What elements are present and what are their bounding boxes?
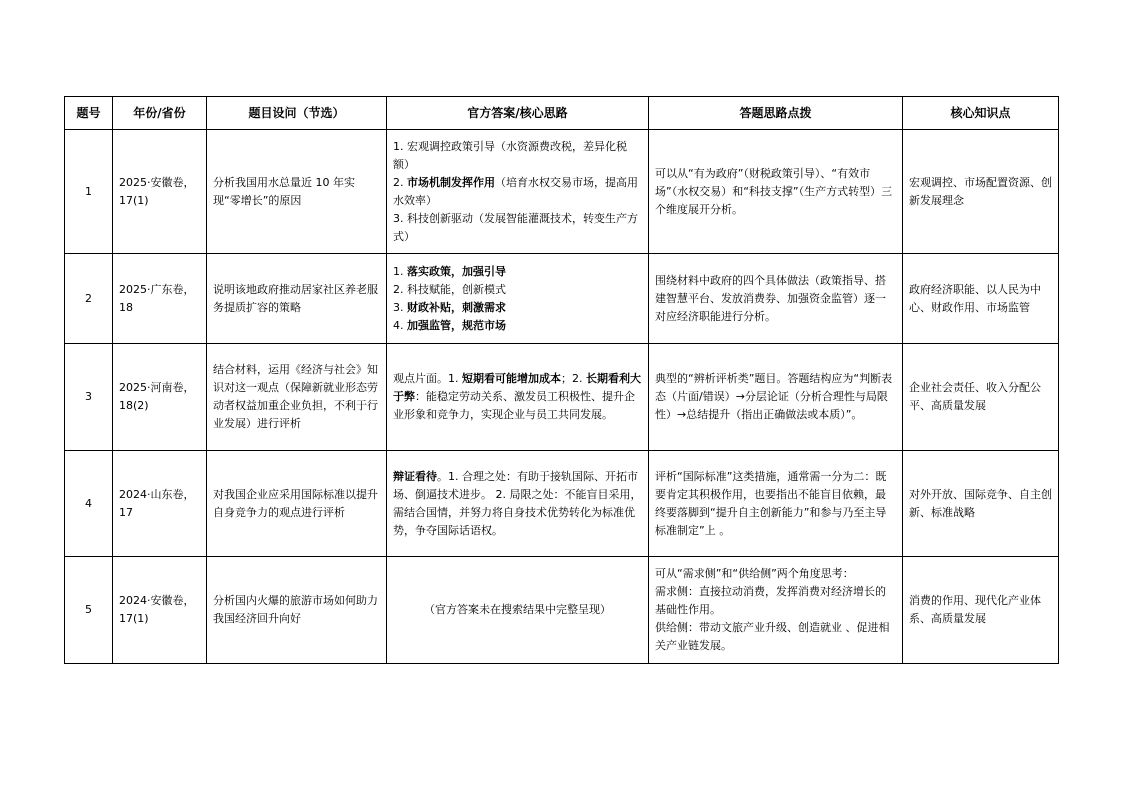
row-num: 2 (65, 254, 113, 344)
row-answer: 观点片面。1. 短期看可能增加成本；2. 长期看利大于弊：能稳定劳动关系、激发员工积极性、提升企业形象和竞争力，实现企业与员工共同发展。 (387, 344, 649, 451)
row-knowledge: 对外开放、国际竞争、自主创新、标准战略 (903, 451, 1059, 557)
row-num: 3 (65, 344, 113, 451)
row-question: 对我国企业应采用国际标准以提升自身竞争力的观点进行评析 (207, 451, 387, 557)
tips-line: 需求侧：直接拉动消费，发挥消费对经济增长的基础性作用。 (655, 585, 886, 616)
answer-line: 4. 加强监管，规范市场 (393, 318, 506, 332)
row-year: 2024·山东卷， 17 (113, 451, 207, 557)
row-answer (387, 254, 649, 344)
row-tips: 评析“国际标准”这类措施，通常需一分为二：既要肯定其积极作用，也要指出不能盲目依赖，最终要落脚到“提升自主创新能力”和参与乃至主导标准制定”上 。 (649, 451, 903, 557)
header-num: 题号 (65, 97, 113, 130)
answer-line: 2. 科技赋能，创新模式 (393, 282, 506, 296)
row-answer: 辩证看待。1. 合理之处：有助于接轨国际、开拓市场、倒逼技术进步。 2. 局限之处：不能盲目采用，需结合国情，并努力将自身技术优势转化为标准优势，争夺国际话语权。 (387, 451, 649, 557)
header-answer: 官方答案/核心思路 (387, 97, 649, 130)
row-knowledge: 消费的作用、现代化产业体系、高质量发展 (903, 557, 1059, 664)
row-question: 结合材料，运用《经济与社会》知识对这一观点（保障新就业形态劳动者权益加重企业负担，不利于行业发展）进行评析 (207, 344, 387, 451)
row-num: 5 (65, 557, 113, 664)
table-row (65, 344, 1059, 451)
row-answer: （官方答案未在搜索结果中完整呈现） (387, 557, 649, 664)
answer-line: 1. 落实政策，加强引导 (393, 264, 506, 278)
row-year: 2025·广东卷， 18 (113, 254, 207, 344)
row-answer (387, 130, 649, 254)
tips-line: 供给侧：带动文旅产业升级、创造就业 、促进相关产业链发展。 (655, 621, 890, 652)
row-knowledge: 企业社会责任、收入分配公平、高质量发展 (903, 344, 1059, 451)
answer-line: 3. 科技创新驱动（发展智能灌溉技术，转变生产方式） (393, 211, 638, 243)
row-year: 2025·河南卷， 18(2) (113, 344, 207, 451)
row-knowledge: 政府经济职能、以人民为中心、财政作用、市场监管 (903, 254, 1059, 344)
row-knowledge: 宏观调控、市场配置资源、创新发展理念 (903, 130, 1059, 254)
answer-line: 1. 宏观调控政策引导（水资源费改税，差异化税额） (393, 139, 627, 171)
row-tips: 典型的“辨析评析类”题目。答题结构应为“判断表态（片面/错误）→分层论证（分析合理性与局限性）→总结提升（指出正确做法或本质）”。 (649, 344, 903, 451)
table-header-row (65, 97, 1059, 130)
table-row (65, 557, 1059, 664)
answer-line: 3. 财政补贴，刺激需求 (393, 300, 506, 314)
row-num: 1 (65, 130, 113, 254)
table-row (65, 451, 1059, 557)
table-row (65, 254, 1059, 344)
row-tips: 围绕材料中政府的四个具体做法（政策指导、搭建智慧平台、发放消费券、加强资金监管）逐一对应经济职能进行分析。 (649, 254, 903, 344)
row-question: 分析我国用水总量近 10 年实现“零增长”的原因 (207, 130, 387, 254)
row-question: 分析国内火爆的旅游市场如何助力我国经济回升向好 (207, 557, 387, 664)
header-question: 题目设问（节选） (207, 97, 387, 130)
table-row (65, 130, 1059, 254)
tips-line: 可从“需求侧”和“供给侧”两个角度思考： (655, 567, 854, 580)
row-year: 2024·安徽卷， 17(1) (113, 557, 207, 664)
header-knowledge: 核心知识点 (903, 97, 1059, 130)
row-question: 说明该地政府推动居家社区养老服务提质扩容的策略 (207, 254, 387, 344)
row-num: 4 (65, 451, 113, 557)
row-tips (649, 557, 903, 664)
header-year: 年份/省份 (113, 97, 207, 130)
header-tips: 答题思路点拨 (649, 97, 903, 130)
answer-line: 2. 市场机制发挥作用（培育水权交易市场，提高用水效率） (393, 175, 638, 207)
row-year: 2025·安徽卷， 17(1) (113, 130, 207, 254)
questions-table (64, 96, 1059, 664)
row-tips: 可以从“有为政府”（财税政策引导）、“有效市场”（水权交易）和“科技支撑”（生产方式转型）三个维度展开分析。 (649, 130, 903, 254)
